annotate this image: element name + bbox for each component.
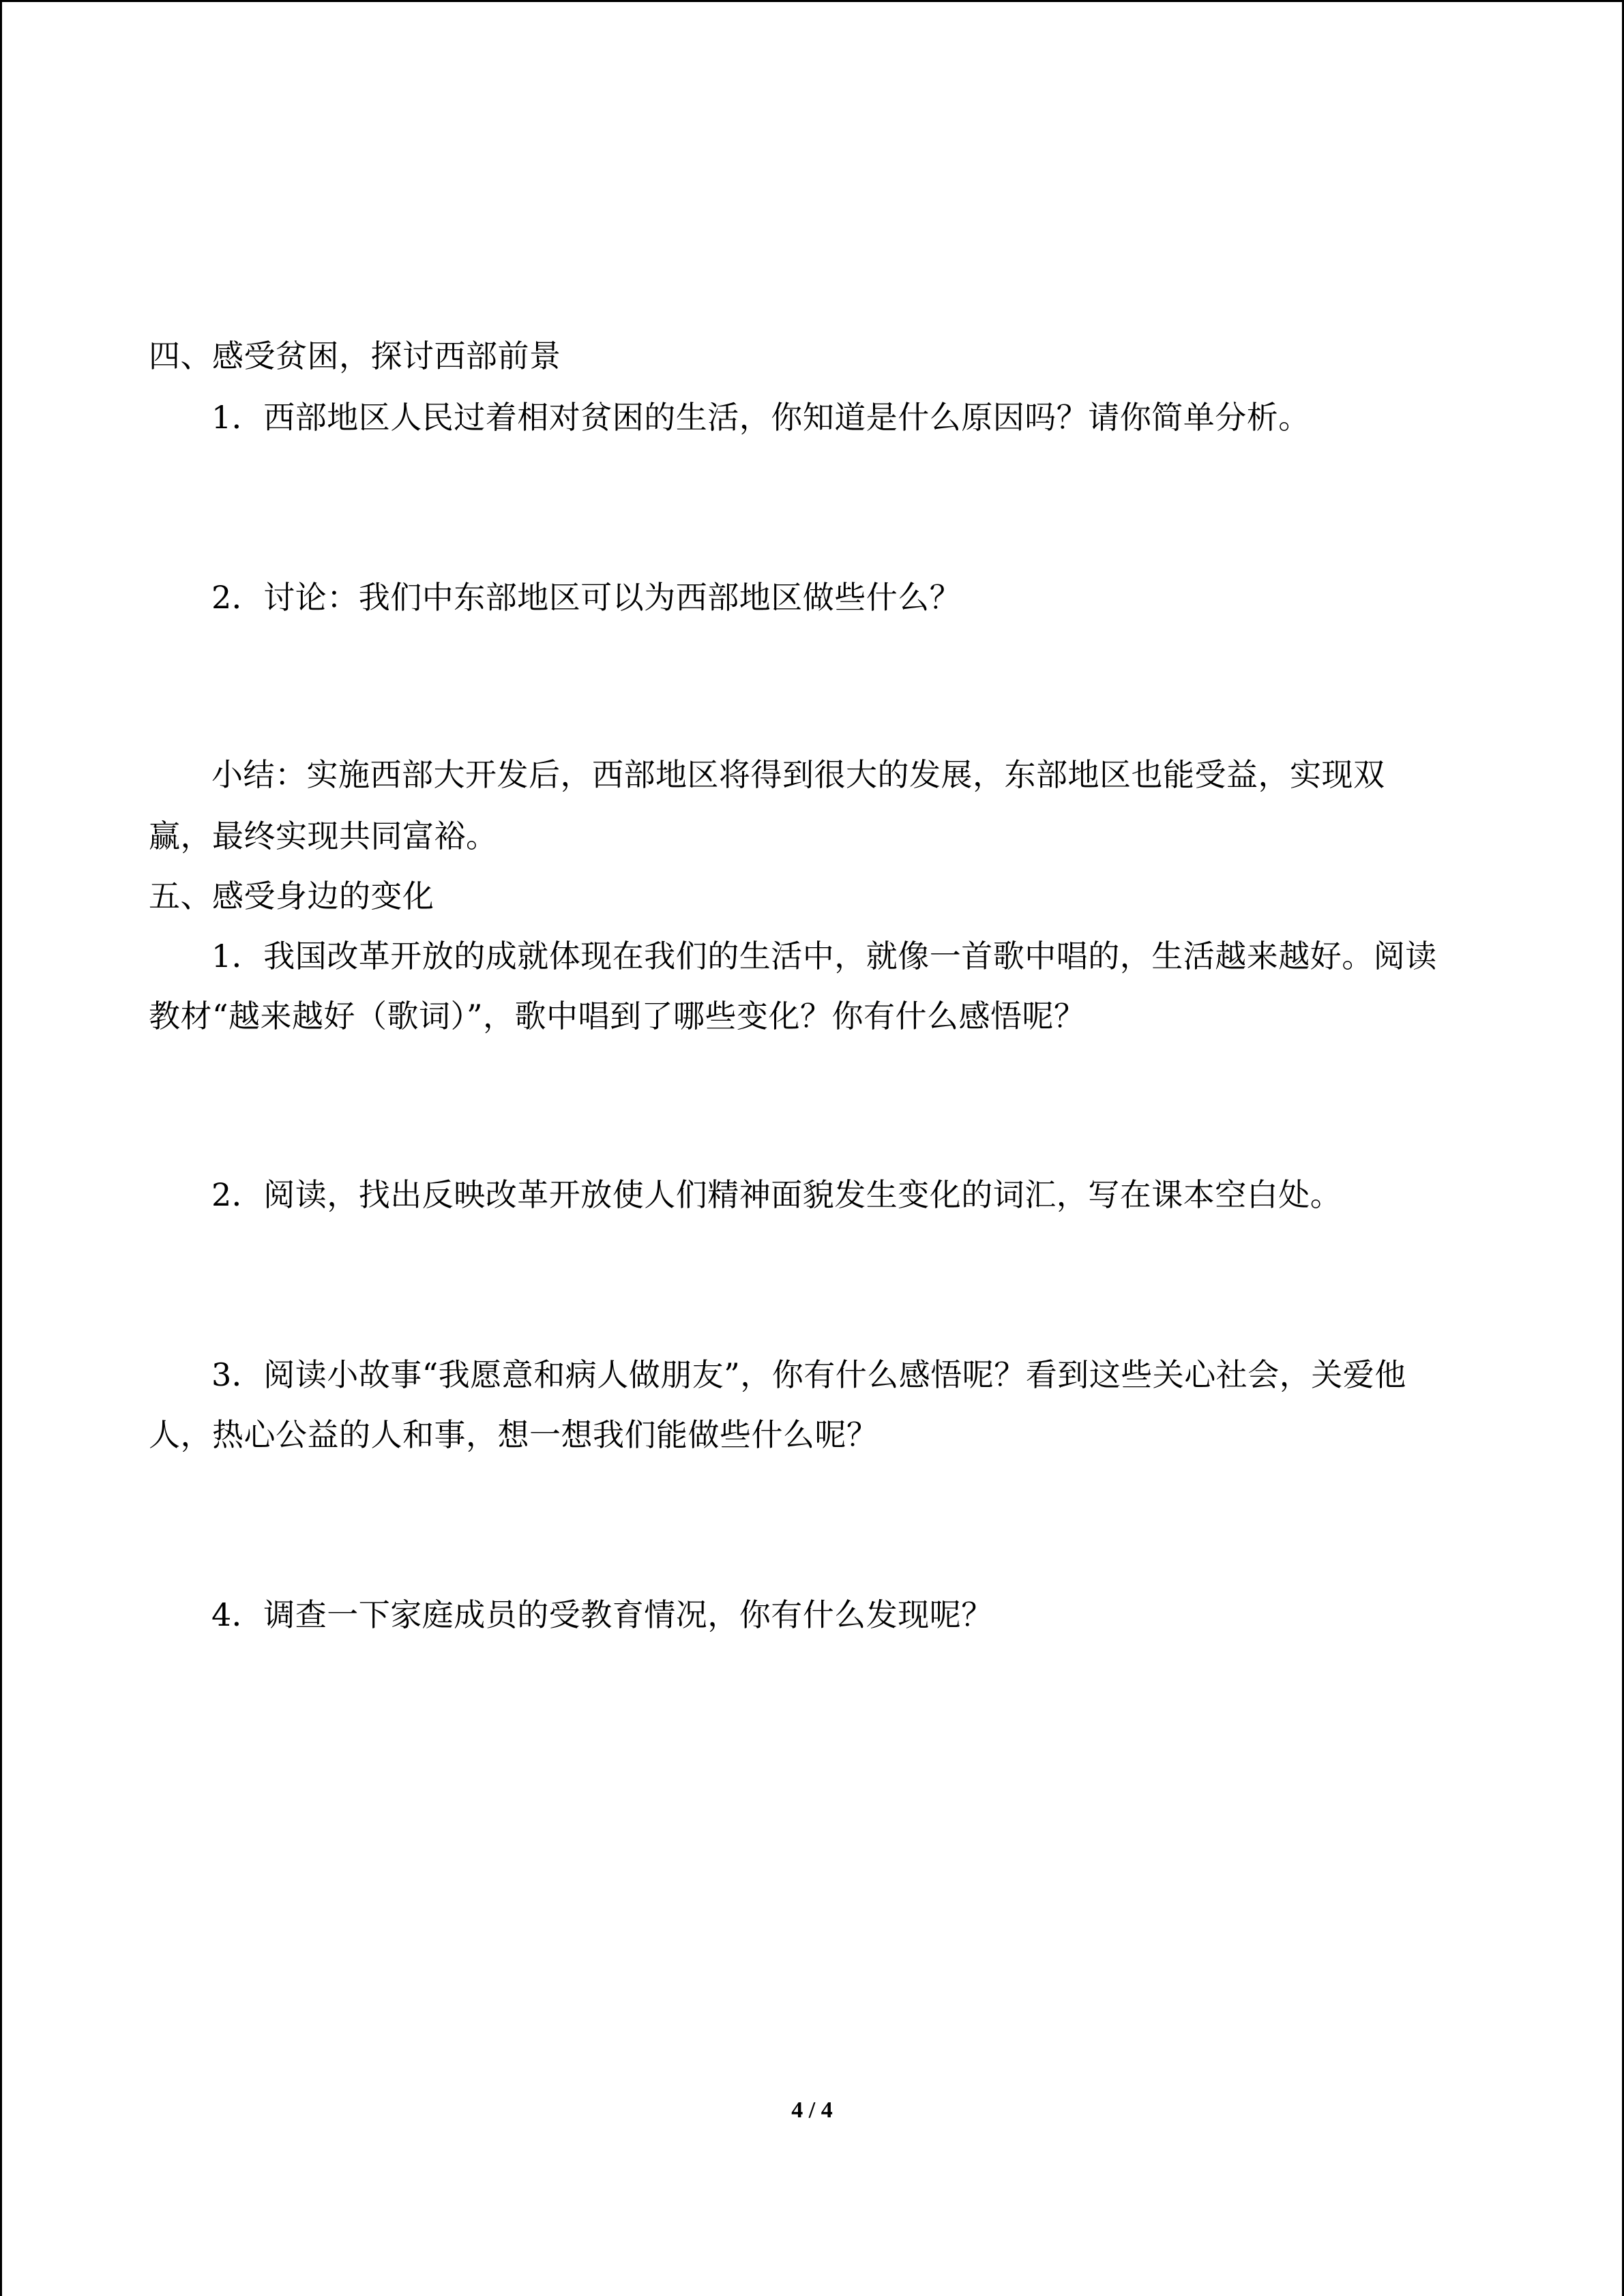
section-5-question-1-line-2: 教材“越来越好（歌词）”，歌中唱到了哪些变化？你有什么感悟呢？ bbox=[149, 998, 1086, 1034]
section-4-question-1: 1．西部地区人民过着相对贫困的生活，你知道是什么原因吗？请你简单分析。 bbox=[211, 399, 1310, 436]
section-5-question-2: 2．阅读，找出反映改革开放使人们精神面貌发生变化的词汇，写在课本空白处。 bbox=[211, 1176, 1342, 1213]
section-4-summary-line-1: 小结：实施西部大开发后，西部地区将得到很大的发展，东部地区也能受益，实现双 bbox=[211, 756, 1385, 793]
section-4-question-2: 2．讨论：我们中东部地区可以为西部地区做些什么？ bbox=[211, 579, 962, 616]
section-5-question-1-line-1: 1．我国改革开放的成就体现在我们的生活中，就像一首歌中唱的，生活越来越好。阅读 bbox=[211, 938, 1437, 974]
section-5-question-4: 4．调查一下家庭成员的受教育情况，你有什么发现呢？ bbox=[211, 1596, 993, 1633]
section-4-summary-line-2: 赢，最终实现共同富裕。 bbox=[149, 818, 498, 854]
section-5-question-3-line-1: 3．阅读小故事“我愿意和病人做朋友”，你有什么感悟呢？看到这些关心社会，关爱他 bbox=[211, 1356, 1406, 1393]
page-number: 4 / 4 bbox=[791, 2098, 833, 2123]
section-5-heading: 五、感受身边的变化 bbox=[149, 878, 434, 914]
section-5-question-3-line-2: 人，热心公益的人和事，想一想我们能做些什么呢？ bbox=[149, 1416, 879, 1453]
section-4-heading: 四、感受贫困，探讨西部前景 bbox=[149, 338, 561, 374]
